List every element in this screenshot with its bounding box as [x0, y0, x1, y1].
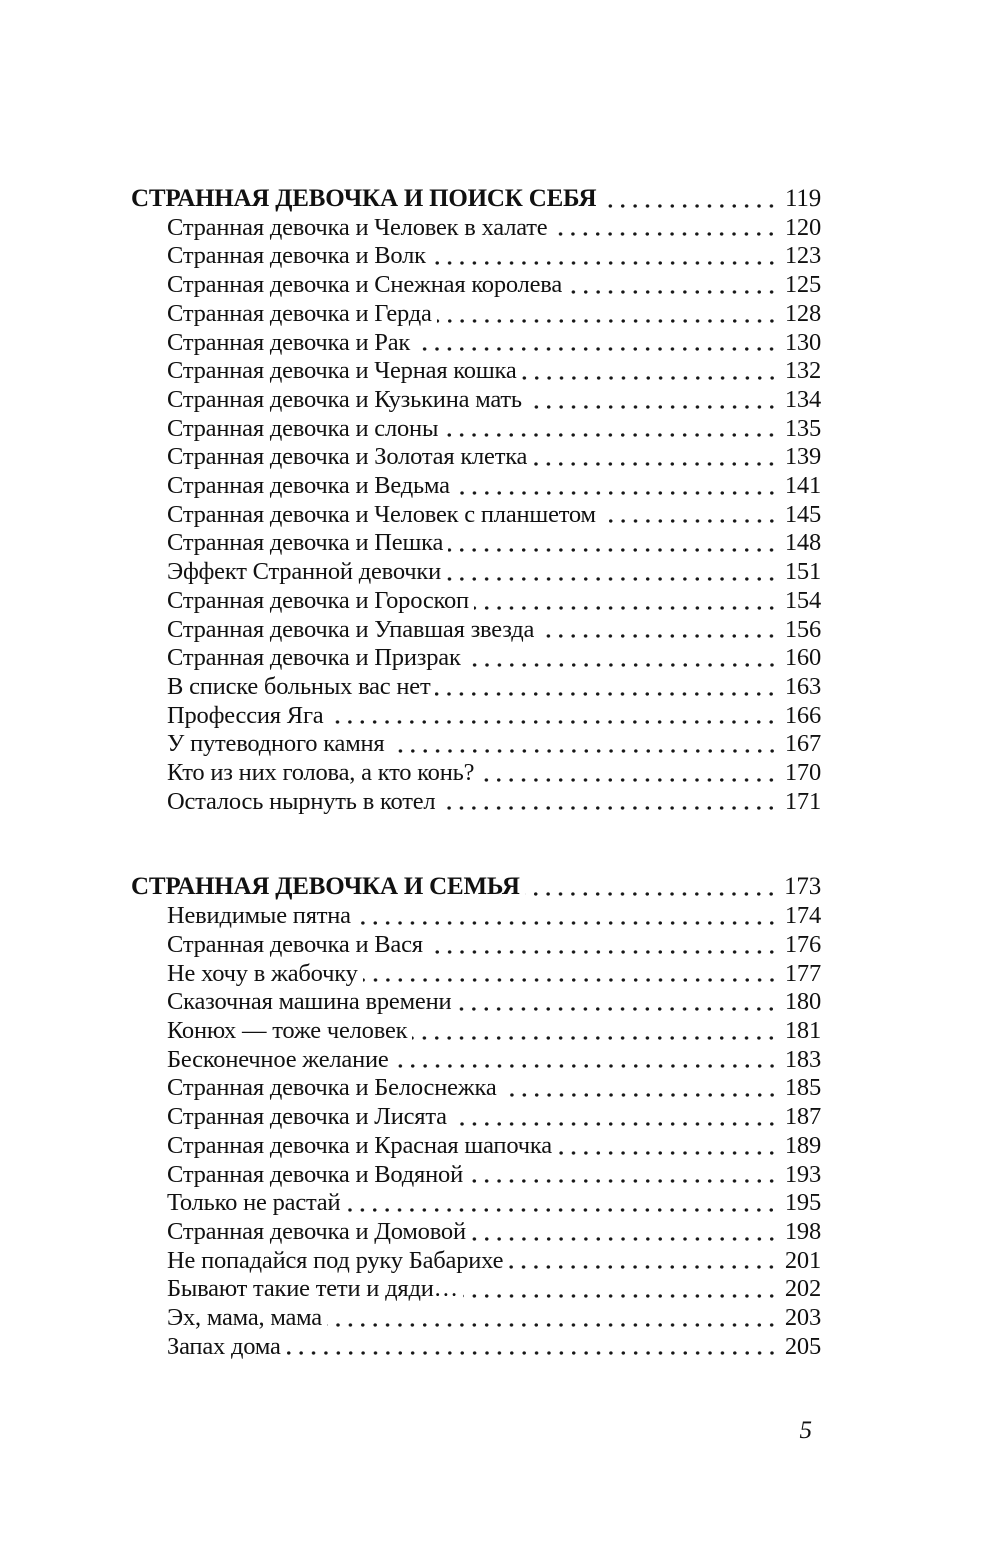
entry-page-number: 154 — [784, 586, 821, 614]
dot-leader — [525, 873, 777, 902]
entry-title: Странная девочка и Черная кошка — [167, 357, 517, 385]
table-of-contents — [131, 0, 821, 1361]
dot-leader — [443, 415, 778, 444]
dot-leader — [286, 1333, 778, 1362]
entry-page-number: 123 — [784, 242, 821, 270]
entry-page-number: 189 — [784, 1131, 821, 1159]
dot-leader — [440, 788, 777, 817]
entry-page-number: 185 — [784, 1074, 821, 1102]
entry-title: Странная девочка и Вася — [167, 930, 423, 958]
entry-title: Эх, мама, мама — [167, 1304, 322, 1332]
entry-title: Странная девочка и слоны — [167, 414, 439, 442]
dot-leader — [463, 1275, 778, 1304]
dot-leader — [522, 357, 778, 386]
entry-title: Странная девочка и Человек в халате — [167, 213, 548, 241]
entry-page-number: 156 — [784, 615, 821, 643]
dot-leader — [437, 300, 778, 329]
dot-leader — [356, 902, 778, 931]
entry-title: Странная девочка и Кузькина мать — [167, 385, 522, 413]
entry-page-number: 193 — [784, 1160, 821, 1188]
entry-title: Странная девочка и Домовой — [167, 1217, 466, 1245]
dot-leader — [345, 1189, 777, 1218]
toc-section — [131, 873, 821, 1361]
section-entries — [131, 902, 821, 1361]
entry-title: Странная девочка и Золотая клетка — [167, 443, 528, 471]
entry-page-number: 148 — [784, 529, 821, 557]
entry-page-number: 198 — [784, 1217, 821, 1245]
entry-title: Странная девочка и Призрак — [167, 644, 461, 672]
entry-page-number: 202 — [784, 1275, 821, 1303]
entry-title: У путеводного камня — [167, 730, 385, 758]
entry-page-number: 176 — [784, 930, 821, 958]
entry-page-number: 166 — [784, 701, 821, 729]
toc-entry — [131, 1275, 821, 1304]
entry-title: Странная девочка и Герда — [167, 299, 432, 327]
entry-page-number: 145 — [784, 500, 821, 528]
entry-title: Странная девочка и Снежная королева — [167, 271, 563, 299]
toc-entry — [131, 759, 821, 788]
dot-leader — [479, 759, 778, 788]
dot-leader — [435, 673, 777, 702]
dot-leader — [474, 587, 778, 616]
page-number: 5 — [799, 1417, 812, 1444]
entry-page-number: 201 — [784, 1246, 821, 1274]
section-entries — [131, 214, 821, 817]
dot-leader — [327, 1304, 778, 1333]
entry-page-number: 151 — [784, 558, 821, 586]
entry-page-number: 205 — [784, 1332, 821, 1360]
entry-title: Странная девочка и Упавшая звезда — [167, 615, 535, 643]
entry-page-number: 125 — [784, 271, 821, 299]
toc-entry — [131, 788, 821, 817]
entry-title: Кто из них голова, а кто конь? — [167, 759, 475, 787]
toc-entry — [131, 587, 821, 616]
toc-entry — [131, 960, 821, 989]
dot-leader — [539, 616, 778, 645]
entry-title: Сказочная машина времени — [167, 988, 452, 1016]
toc-entry — [131, 329, 821, 358]
toc-entry — [131, 242, 821, 271]
toc-entry — [131, 214, 821, 243]
entry-page-number: 174 — [784, 902, 821, 930]
toc-entry — [131, 1017, 821, 1046]
dot-leader — [471, 1218, 778, 1247]
toc-entry — [131, 357, 821, 386]
toc-section-header — [131, 185, 821, 214]
toc-entry — [131, 1074, 821, 1103]
entry-page-number: 139 — [784, 443, 821, 471]
dot-leader — [455, 472, 778, 501]
entry-page-number: 135 — [784, 414, 821, 442]
dot-leader — [431, 242, 778, 271]
section-page-number: 119 — [785, 185, 821, 212]
toc-entry — [131, 1046, 821, 1075]
toc-entry — [131, 415, 821, 444]
toc-entry — [131, 644, 821, 673]
toc-entry — [131, 529, 821, 558]
toc-entry — [131, 1218, 821, 1247]
entry-title: Эффект Странной девочки — [167, 558, 442, 586]
toc-entry — [131, 931, 821, 960]
section-title: СТРАННАЯ ДЕВОЧКА И СЕМЬЯ — [131, 873, 520, 901]
toc-entry — [131, 1189, 821, 1218]
toc-entry — [131, 271, 821, 300]
entry-title: Странная девочка и Рак — [167, 328, 411, 356]
toc-section — [131, 185, 821, 816]
toc-entry — [131, 1333, 821, 1362]
dot-leader — [415, 329, 778, 358]
dot-leader — [448, 529, 778, 558]
dot-leader — [363, 960, 778, 989]
dot-leader — [502, 1074, 778, 1103]
entry-title: Запах дома — [167, 1332, 281, 1360]
entry-title: Странная девочка и Ведьма — [167, 472, 450, 500]
entry-page-number: 195 — [784, 1189, 821, 1217]
toc-entry — [131, 558, 821, 587]
entry-title: Странная девочка и Лисята — [167, 1103, 447, 1131]
entry-page-number: 167 — [784, 730, 821, 758]
dot-leader — [446, 558, 778, 587]
entry-page-number: 180 — [784, 988, 821, 1016]
toc-entry — [131, 1132, 821, 1161]
entry-title: Странная девочка и Водяной — [167, 1160, 463, 1188]
entry-title: Невидимые пятна — [167, 902, 351, 930]
toc-entry — [131, 443, 821, 472]
entry-title: Странная девочка и Гороскоп — [167, 586, 469, 614]
entry-title: Не попадайся под руку Бабарихе — [167, 1246, 504, 1274]
entry-title: Профессия Яга — [167, 701, 324, 729]
entry-page-number: 183 — [784, 1045, 821, 1073]
entry-title: Странная девочка и Волк — [167, 242, 426, 270]
entry-page-number: 203 — [784, 1304, 821, 1332]
entry-page-number: 120 — [784, 213, 821, 241]
section-page-number: 173 — [784, 873, 821, 901]
dot-leader — [601, 185, 778, 214]
dot-leader — [328, 702, 777, 731]
entry-title: Странная девочка и Красная шапочка — [167, 1131, 552, 1159]
dot-leader — [466, 644, 778, 673]
toc-entry — [131, 1103, 821, 1132]
section-title: СТРАННАЯ ДЕВОЧКА И ПОИСК СЕБЯ — [131, 185, 597, 212]
toc-entry — [131, 472, 821, 501]
dot-leader — [508, 1247, 778, 1276]
entry-title: Бесконечное желание — [167, 1045, 389, 1073]
entry-title: В списке больных вас нет — [167, 672, 431, 700]
entry-page-number: 181 — [784, 1016, 821, 1044]
dot-leader — [552, 214, 777, 243]
toc-entry — [131, 988, 821, 1017]
dot-leader — [394, 1046, 778, 1075]
toc-section-header — [131, 873, 821, 902]
entry-title: Бывают такие тети и дяди… — [167, 1275, 458, 1303]
toc-entry — [131, 1161, 821, 1190]
entry-title: Странная девочка и Человек с планшетом — [167, 500, 596, 528]
entry-page-number: 134 — [784, 385, 821, 413]
entry-page-number: 141 — [784, 472, 821, 500]
entry-title: Только не растай — [167, 1189, 341, 1217]
toc-entry — [131, 1304, 821, 1333]
toc-entry — [131, 616, 821, 645]
entry-title: Странная девочка и Белоснежка — [167, 1074, 497, 1102]
toc-entry — [131, 702, 821, 731]
entry-title: Странная девочка и Пешка — [167, 529, 444, 557]
entry-page-number: 171 — [784, 787, 821, 815]
dot-leader — [601, 501, 778, 530]
dot-leader — [557, 1132, 778, 1161]
entry-page-number: 163 — [784, 672, 821, 700]
entry-page-number: 170 — [784, 759, 821, 787]
dot-leader — [412, 1017, 778, 1046]
toc-entry — [131, 673, 821, 702]
toc-entry — [131, 1247, 821, 1276]
entry-title: Конюх — тоже человек — [167, 1016, 408, 1044]
dot-leader — [468, 1161, 778, 1190]
entry-page-number: 128 — [784, 299, 821, 327]
toc-entry — [131, 902, 821, 931]
dot-leader — [567, 271, 778, 300]
toc-entry — [131, 501, 821, 530]
dot-leader — [532, 443, 778, 472]
dot-leader — [527, 386, 778, 415]
entry-title: Не хочу в жабочку — [167, 959, 358, 987]
entry-page-number: 132 — [784, 357, 821, 385]
toc-entry — [131, 730, 821, 759]
dot-leader — [390, 730, 778, 759]
entry-page-number: 187 — [784, 1103, 821, 1131]
entry-page-number: 160 — [784, 644, 821, 672]
entry-page-number: 177 — [784, 959, 821, 987]
toc-entry — [131, 386, 821, 415]
dot-leader — [428, 931, 778, 960]
entry-page-number: 130 — [784, 328, 821, 356]
dot-leader — [456, 988, 777, 1017]
toc-entry — [131, 300, 821, 329]
entry-title: Осталось нырнуть в котел — [167, 787, 436, 815]
dot-leader — [452, 1103, 778, 1132]
